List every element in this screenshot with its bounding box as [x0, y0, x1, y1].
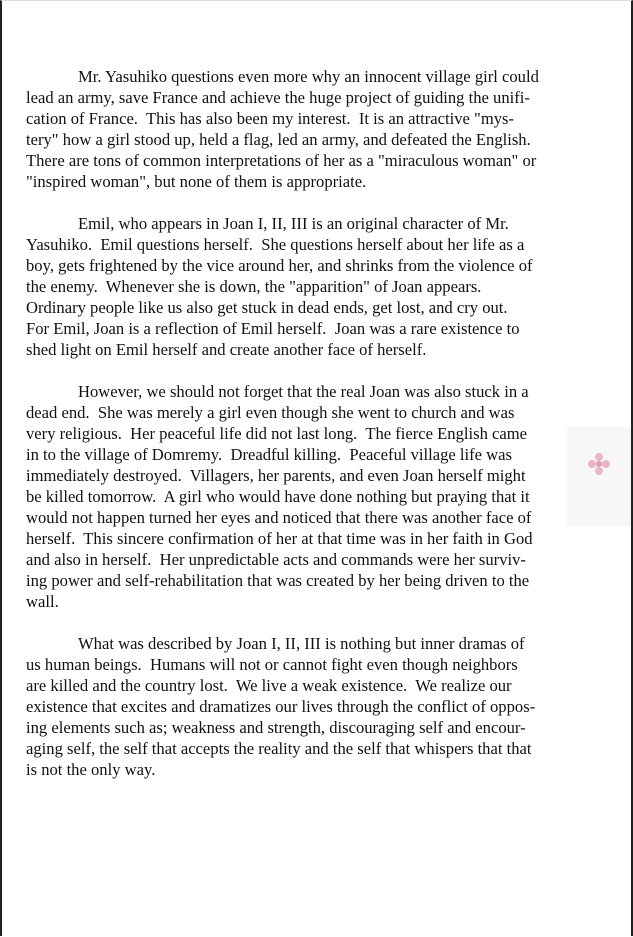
text-line: shed light on Emil herself and create another face of herself. [26, 340, 427, 359]
text-line: very religious. Her peaceful life did not last long. The fierce English came [26, 424, 528, 443]
text-line: is not the only way. [26, 760, 156, 779]
paragraph [26, 633, 586, 780]
side-widget[interactable] [567, 427, 631, 527]
text-line: ing power and self-rehabilitation that was created by her being driven to the [26, 571, 530, 590]
text-line: For Emil, Joan is a reflection of Emil herself. Joan was a rare existence to [26, 319, 520, 338]
text-line: dead end. She was merely a girl even though she went to church and was [26, 403, 515, 422]
text-line: wall. [26, 592, 59, 611]
text-line: in to the village of Domremy. Dreadful killing. Peaceful village life was [26, 445, 512, 464]
text-line: Mr. Yasuhiko questions even more why an innocent village girl could [78, 67, 539, 86]
text-line: ing elements such as; weakness and strength, discouraging self and encour- [26, 718, 526, 737]
text-line: What was described by Joan I, II, III is nothing but inner dramas of [78, 634, 525, 653]
text-line: and also in herself. Her unpredictable acts and commands were her surviv- [26, 550, 526, 569]
text-line: aging self, the self that accepts the reality and the self that whispers that that [26, 739, 532, 758]
text-line: Emil, who appears in Joan I, II, III is an original character of Mr. [78, 214, 509, 233]
text-line: would not happen turned her eyes and noticed that there was another face of [26, 508, 532, 527]
text-line: There are tons of common interpretations of her as a "miraculous woman" or [26, 151, 537, 170]
text-line: boy, gets frightened by the vice around her, and shrinks from the violence of [26, 256, 533, 275]
text-line: the enemy. Whenever she is down, the "apparition" of Joan appears. [26, 277, 482, 296]
paragraph [26, 381, 586, 612]
text-line: lead an army, save France and achieve the huge project of guiding the unifi- [26, 88, 530, 107]
text-line: immediately destroyed. Villagers, her parents, and even Joan herself might [26, 466, 526, 485]
text-line: However, we should not forget that the real Joan was also stuck in a [78, 382, 529, 401]
text-line: "inspired woman", but none of them is appropriate. [26, 172, 367, 191]
text-line: are killed and the country lost. We live a weak existence. We realize our [26, 676, 512, 695]
text-line: us human beings. Humans will not or cannot fight even though neighbors [26, 655, 518, 674]
flower-icon [587, 451, 611, 479]
paragraph [26, 213, 586, 360]
text-line: herself. This sincere confirmation of her at that time was in her faith in God [26, 529, 533, 548]
paragraph [26, 66, 586, 192]
text-line: be killed tomorrow. A girl who would have done nothing but praying that it [26, 487, 530, 506]
text-line: Yasuhiko. Emil questions herself. She questions herself about her life as a [26, 235, 525, 254]
text-line: Ordinary people like us also get stuck in dead ends, get lost, and cry out. [26, 298, 508, 317]
text-line: existence that excites and dramatizes our lives through the conflict of oppos- [26, 697, 536, 716]
document-body [26, 66, 586, 801]
text-line: tery" how a girl stood up, held a flag, led an army, and defeated the English. [26, 130, 531, 149]
text-line: cation of France. This has also been my interest. It is an attractive "mys- [26, 109, 515, 128]
